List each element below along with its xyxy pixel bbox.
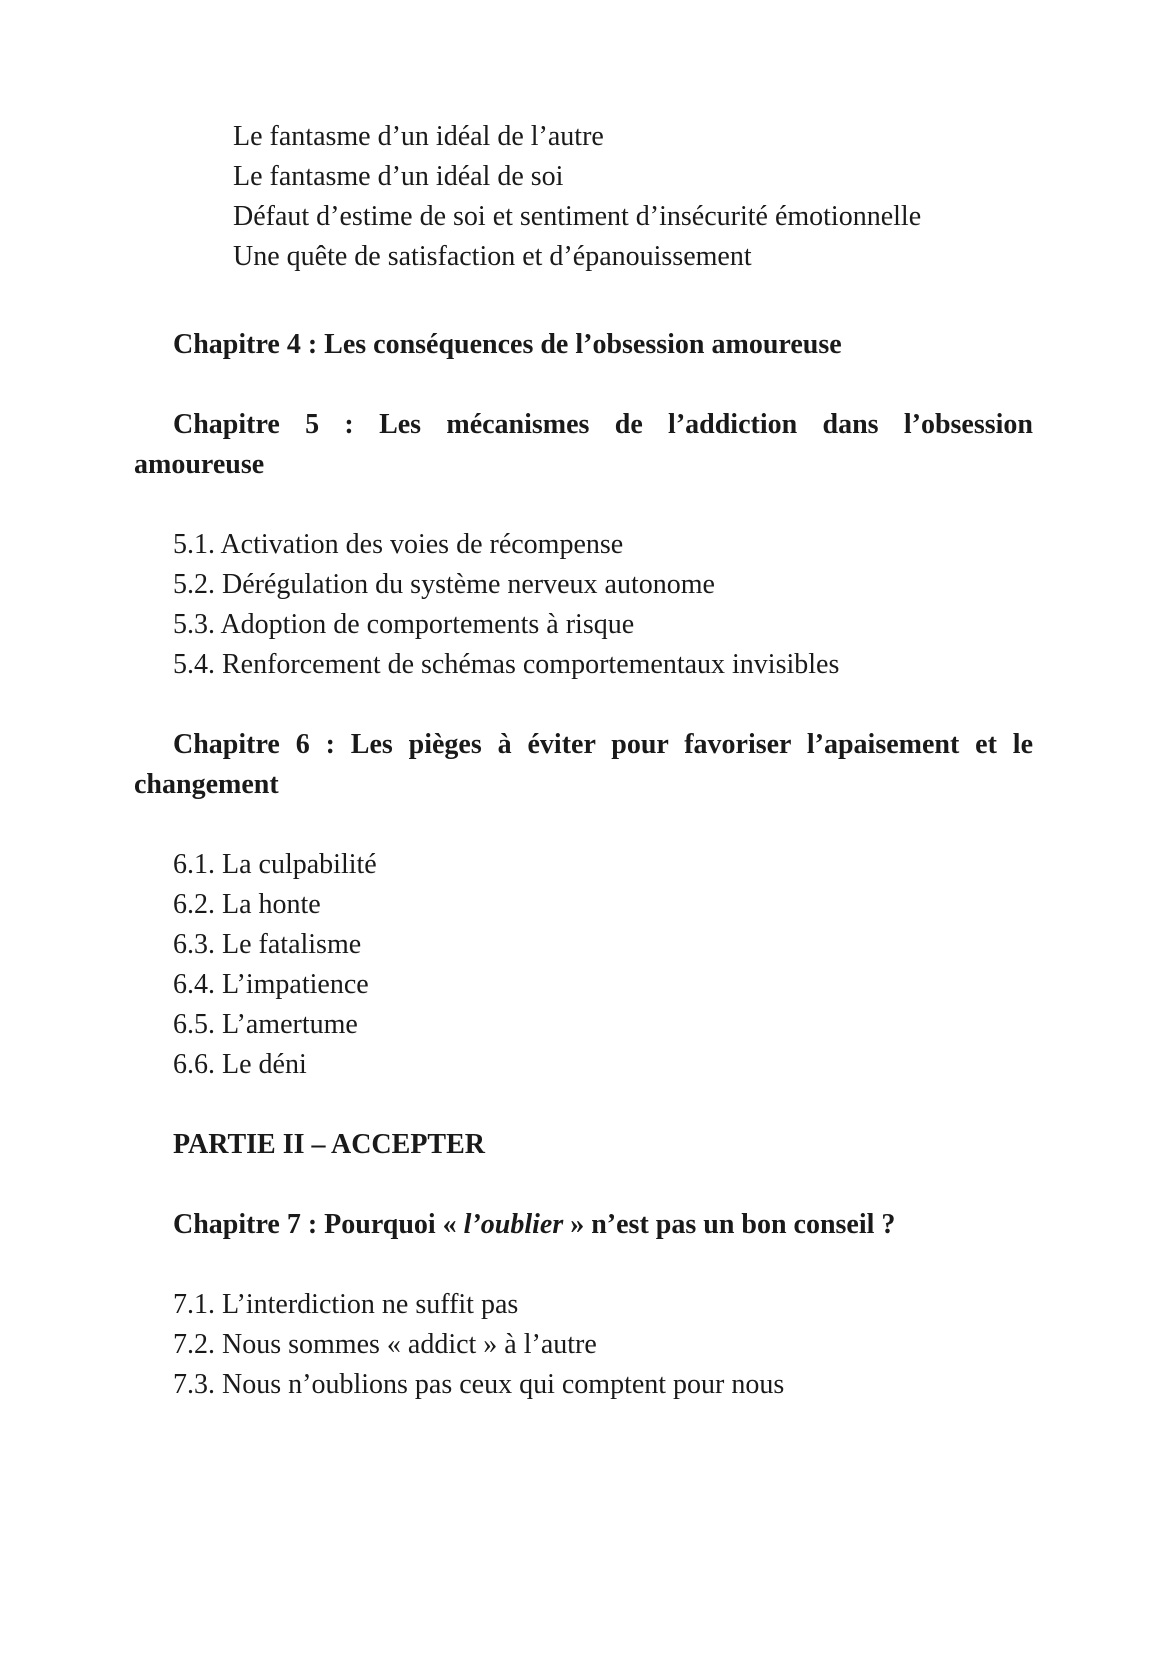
chapter-7-title-before: Chapitre 7 : Pourquoi « — [173, 1209, 457, 1240]
list-item: 6.1. La culpabilité — [173, 849, 377, 880]
list-item: 5.3. Adoption de comportements à risque — [173, 609, 635, 640]
chapter-4-title: Chapitre 4 : Les conséquences de l’obsession amoureuse — [173, 329, 842, 360]
part-2-title: PARTIE II – ACCEPTER — [173, 1129, 485, 1160]
list-item: 6.6. Le déni — [173, 1049, 307, 1080]
list-item: Défaut d’estime de soi et sentiment d’insécurité émotionnelle — [233, 201, 922, 232]
chapter-5-title-line-2: amoureuse — [134, 449, 265, 480]
chapter-7-title-italic: l’oublier — [463, 1209, 564, 1240]
chapter-5-title-line-1: Chapitre 5 : Les mécanismes de l’addiction dans l’obsession — [173, 409, 1033, 440]
list-item: Le fantasme d’un idéal de l’autre — [233, 121, 604, 152]
list-item: 5.2. Dérégulation du système nerveux autonome — [173, 569, 715, 600]
list-item: Une quête de satisfaction et d’épanouissement — [233, 241, 752, 272]
list-item: 6.3. Le fatalisme — [173, 929, 362, 960]
list-item: 6.5. L’amertume — [173, 1009, 358, 1040]
chapter-7-title — [173, 1205, 895, 1245]
list-item: 6.2. La honte — [173, 889, 321, 920]
list-item: Le fantasme d’un idéal de soi — [233, 161, 564, 192]
list-item: 7.3. Nous n’oublions pas ceux qui comptent pour nous — [173, 1369, 785, 1400]
list-item: 5.4. Renforcement de schémas comportementaux invisibles — [173, 649, 840, 680]
list-item: 7.2. Nous sommes « addict » à l’autre — [173, 1329, 597, 1360]
list-item: 7.1. L’interdiction ne suffit pas — [173, 1289, 519, 1320]
chapter-6-title-line-2: changement — [134, 769, 279, 800]
chapter-6-title-line-1: Chapitre 6 : Les pièges à éviter pour favoriser l’apaisement et le — [173, 729, 1033, 760]
list-item: 5.1. Activation des voies de récompense — [173, 529, 624, 560]
chapter-7-title-after: » n’est pas un bon conseil ? — [570, 1209, 896, 1240]
list-item: 6.4. L’impatience — [173, 969, 369, 1000]
